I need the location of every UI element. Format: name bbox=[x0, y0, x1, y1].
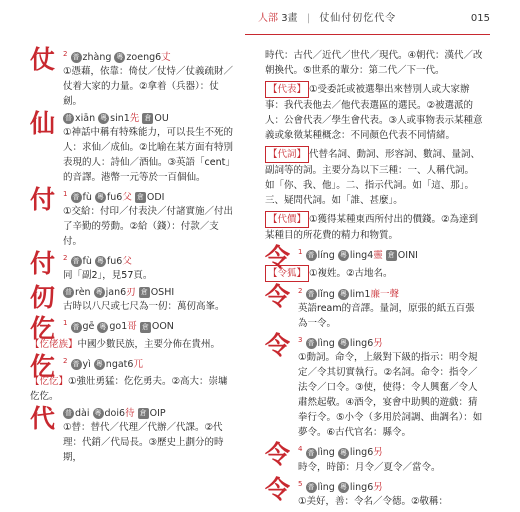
headword: 令 bbox=[265, 282, 291, 312]
pinyin: xiān bbox=[75, 113, 96, 125]
cangjie-code: OON bbox=[151, 321, 174, 333]
pinyin: lǐng bbox=[317, 289, 335, 301]
homophone: 父 bbox=[122, 256, 132, 268]
pinyin-icon: 普 bbox=[72, 193, 80, 202]
compound-linghu bbox=[265, 265, 483, 282]
sense-number: 3 bbox=[298, 336, 303, 345]
homophone: 刃 bbox=[126, 287, 136, 299]
pronunciation-line bbox=[63, 252, 235, 268]
pronunciation-line bbox=[63, 355, 235, 371]
compound-label: 【仡佬族】 bbox=[30, 338, 78, 350]
header-divider: | bbox=[306, 13, 311, 24]
pronunciation-line bbox=[298, 478, 483, 494]
compound-label: 【令狐】 bbox=[265, 265, 309, 282]
jyutping: doi6 bbox=[104, 407, 126, 419]
pronunciation-line bbox=[63, 188, 235, 204]
jyutping: go1 bbox=[109, 321, 128, 333]
pinyin-icon: 普 bbox=[65, 114, 72, 123]
entry-fu-2 bbox=[30, 249, 235, 283]
definition: ①強壯勇猛：仡仡勇夫。②高大：崇墉仡仡。 bbox=[30, 375, 228, 402]
compound-label: 【代詞】 bbox=[265, 146, 309, 163]
cangjie-icon: 倉 bbox=[140, 288, 148, 297]
jyutping: ngat6 bbox=[105, 358, 134, 370]
headword: 仡 bbox=[30, 314, 56, 344]
pronunciation-line bbox=[298, 443, 483, 459]
homophone: 另 bbox=[373, 447, 383, 459]
right-column bbox=[265, 48, 483, 512]
homophone: 待 bbox=[125, 407, 135, 419]
sense-number: 2 bbox=[63, 356, 68, 365]
pronunciation-line bbox=[63, 112, 235, 125]
definition: 英語ream的音譯。量詞，原張的紙五百張為一令。 bbox=[298, 303, 475, 330]
entry-ling-2 bbox=[265, 282, 483, 331]
cangjie-icon: 倉 bbox=[136, 193, 144, 202]
headword: 代 bbox=[30, 403, 56, 433]
pinyin: gē bbox=[82, 321, 95, 333]
homophone: 兀 bbox=[133, 358, 143, 370]
stroke-count: 3畫 bbox=[281, 13, 298, 24]
compound-yiyi bbox=[30, 374, 235, 404]
jyutping-icon: 粵 bbox=[116, 53, 124, 62]
jyutping-icon: 粵 bbox=[339, 448, 347, 457]
headword: 令 bbox=[265, 474, 291, 504]
jyutping: sin1 bbox=[110, 113, 130, 125]
pinyin-icon: 普 bbox=[72, 322, 80, 331]
compound-gelao bbox=[30, 337, 235, 352]
definition: 古時以八尺或七尺為一仞：萬仞高峯。 bbox=[63, 301, 225, 313]
running-header bbox=[258, 10, 490, 28]
sense-number: 4 bbox=[298, 445, 303, 454]
definition: ①替：替代／代理／代辦／代課。②代理：代銷／代局長。③歷史上劃分的時期， bbox=[63, 421, 224, 463]
definition: ①獲得某種東西所付出的價錢。②為達到某種目的所花費的精力和物質。 bbox=[265, 214, 479, 241]
cangjie-icon: 倉 bbox=[144, 114, 152, 123]
homophone: 丈 bbox=[161, 52, 171, 64]
entry-fu-1 bbox=[30, 185, 235, 249]
jyutping: lim1 bbox=[349, 289, 371, 301]
cangjie-code: OSHI bbox=[150, 287, 175, 299]
sense-number: 2 bbox=[298, 287, 303, 296]
jyutping-icon: 粵 bbox=[95, 288, 103, 297]
pinyin-icon: 普 bbox=[307, 448, 315, 457]
entry-ling-4 bbox=[265, 440, 483, 474]
definition: 同「副2」，見57頁。 bbox=[63, 270, 153, 282]
compound-label: 【代表】 bbox=[265, 81, 309, 98]
entry-ling-5 bbox=[265, 474, 483, 509]
jyutping-icon: 粵 bbox=[96, 193, 104, 202]
jyutping-icon: 粵 bbox=[99, 322, 107, 331]
definition: 時令，時節：月令／夏令／當令。 bbox=[298, 461, 441, 473]
pinyin-icon: 普 bbox=[72, 257, 80, 266]
homophone: 另 bbox=[373, 481, 383, 493]
sense-number: 2 bbox=[63, 254, 68, 263]
headword: 仗 bbox=[30, 45, 56, 74]
cangjie-code: OU bbox=[154, 113, 169, 125]
pinyin-icon: 普 bbox=[307, 482, 315, 491]
pinyin-icon: 普 bbox=[307, 251, 315, 260]
homophone: 靈 bbox=[373, 250, 383, 262]
jyutping: ling6 bbox=[349, 338, 374, 350]
pinyin: lìng bbox=[317, 481, 335, 493]
pinyin: lìng bbox=[317, 338, 335, 350]
definition: 中國少數民族，主要分佈在貴州。 bbox=[77, 338, 221, 350]
entry-ling-3 bbox=[265, 331, 483, 440]
headword: 付 bbox=[30, 185, 56, 215]
compound-label: 【代價】 bbox=[265, 211, 309, 228]
pinyin-icon: 普 bbox=[72, 359, 80, 368]
entry-ren bbox=[30, 283, 235, 314]
sense-number: 1 bbox=[298, 248, 303, 256]
header-characters: 仗仙付仞仡代令 bbox=[319, 13, 397, 24]
jyutping: fu6 bbox=[106, 192, 123, 204]
jyutping-icon: 粵 bbox=[339, 251, 347, 260]
cangjie-icon: 倉 bbox=[139, 408, 147, 417]
definition-continued: 時代：古代／近代／世代／現代。④朝代：漢代／改朝換代。⑤世系的輩分：第二代／下一代。 bbox=[265, 50, 483, 76]
pronunciation-line bbox=[63, 317, 235, 333]
compound-daijia bbox=[265, 211, 483, 243]
pinyin: líng bbox=[317, 250, 335, 262]
pronunciation-line bbox=[298, 334, 483, 350]
headword: 仙 bbox=[30, 109, 56, 139]
pinyin: dài bbox=[75, 407, 90, 419]
headword: 付 bbox=[30, 249, 56, 279]
cangjie-icon: 倉 bbox=[141, 322, 149, 331]
pinyin-icon: 普 bbox=[307, 339, 315, 348]
pronunciation-line bbox=[63, 286, 235, 299]
cangjie-icon: 倉 bbox=[387, 251, 395, 260]
compound-daici bbox=[265, 146, 483, 208]
jyutping: zoeng6 bbox=[126, 52, 162, 64]
homophone: 另 bbox=[373, 338, 383, 350]
jyutping: fu6 bbox=[106, 256, 123, 268]
jyutping-icon: 粵 bbox=[339, 339, 347, 348]
cangjie-code: ODI bbox=[146, 192, 165, 204]
pinyin: yì bbox=[82, 358, 91, 370]
header-rule bbox=[245, 34, 490, 35]
sense-number: 2 bbox=[63, 50, 68, 58]
headword: 仡 bbox=[30, 351, 56, 381]
jyutping: jan6 bbox=[105, 287, 127, 299]
headword: 仞 bbox=[30, 283, 56, 313]
pinyin-icon: 普 bbox=[65, 288, 72, 297]
pinyin: zhàng bbox=[82, 52, 112, 64]
definition: ①受委託或被選舉出來替別人或大家辦事：我代表他去／他代表選區的選民。②被選派的人：公會代表／學生會代表。③人或事物表示某種意義或象徵某種概念：不同顏色代表不同情緒。 bbox=[265, 84, 483, 141]
pinyin: fù bbox=[82, 256, 92, 268]
definition: 代替名詞、動詞、形容詞、數詞、量詞、副詞等的詞。主要分為以下三種：一、人稱代詞。如「你、我、他」。二、指示代詞。如「這、那」。三、疑問代詞。如「誰、甚麼」。 bbox=[265, 149, 481, 206]
compound-label: 【仡仡】 bbox=[30, 375, 69, 387]
pinyin: rèn bbox=[75, 287, 91, 299]
jyutping: ling6 bbox=[349, 447, 374, 459]
jyutping-icon: 粵 bbox=[100, 114, 108, 123]
jyutping: ling4 bbox=[349, 250, 374, 262]
definition: ①複姓。②古地名。 bbox=[309, 268, 393, 280]
jyutping-icon: 粵 bbox=[94, 408, 102, 417]
entry-ling-1 bbox=[265, 243, 483, 272]
left-column bbox=[30, 45, 235, 468]
headword: 令 bbox=[265, 243, 291, 272]
pinyin-icon: 普 bbox=[307, 290, 315, 299]
jyutping: ling6 bbox=[349, 481, 374, 493]
compound-daibiao bbox=[265, 81, 483, 143]
homophone: 父 bbox=[122, 192, 132, 204]
page-number: 015 bbox=[470, 13, 490, 24]
pinyin-icon: 普 bbox=[72, 53, 80, 62]
pronunciation-line bbox=[63, 407, 235, 420]
homophone: 廉一聲 bbox=[370, 289, 399, 301]
headword: 令 bbox=[265, 440, 291, 470]
sense-number: 5 bbox=[298, 479, 303, 488]
cangjie-code: OIP bbox=[149, 407, 166, 419]
definition: ①神話中稱有特殊能力，可以長生不死的人：求仙／成仙。②比喻在某方面有特別表現的人：詩仙／酒仙。③英語「cent」的音譯。港幣一元等於一百個仙。 bbox=[63, 127, 235, 184]
homophone: 先 bbox=[129, 113, 140, 125]
jyutping-icon: 粵 bbox=[96, 257, 104, 266]
cangjie-code: OINI bbox=[397, 250, 418, 262]
pinyin-icon: 普 bbox=[65, 408, 72, 417]
pronunciation-line bbox=[63, 48, 235, 64]
pinyin: lìng bbox=[317, 447, 335, 459]
radical-label: 人部 bbox=[258, 13, 278, 24]
jyutping-icon: 粵 bbox=[95, 359, 103, 368]
pronunciation-line bbox=[298, 246, 483, 262]
jyutping-icon: 粵 bbox=[339, 290, 347, 299]
definition: ①交給：付印／付表決／付諸實施／付出了辛勤的勞動。②給（錢）：付款／支付。 bbox=[63, 206, 234, 248]
definition: ①憑藉，依靠：倚仗／仗恃／仗義疏財／仗着大家的力量。②拿着（兵器）：仗劍。 bbox=[63, 66, 234, 108]
entry-zhang bbox=[30, 45, 235, 109]
sense-number: 1 bbox=[63, 319, 68, 328]
entry-dai bbox=[30, 403, 235, 465]
headword: 令 bbox=[265, 331, 291, 361]
pinyin: fù bbox=[82, 192, 92, 204]
definition: ①動詞。命令，上級對下級的指示：明令規定／令其切實執行。②名詞。命令：指令／法令／口令。③使，使得：令人興奮／令人肅然起敬。④酒令，宴會中助興的遊戲：猜拳行令。⑤小令（多用於詞調、曲調名）：如夢令。⑥古代官名：縣令。 bbox=[298, 352, 483, 439]
pronunciation-line bbox=[298, 285, 483, 301]
homophone: 哥 bbox=[127, 321, 137, 333]
entry-xian bbox=[30, 109, 235, 185]
jyutping-icon: 粵 bbox=[339, 482, 347, 491]
sense-number: 1 bbox=[63, 190, 68, 199]
definition: ①美好，善：令名／令德。②敬稱： bbox=[298, 495, 449, 507]
